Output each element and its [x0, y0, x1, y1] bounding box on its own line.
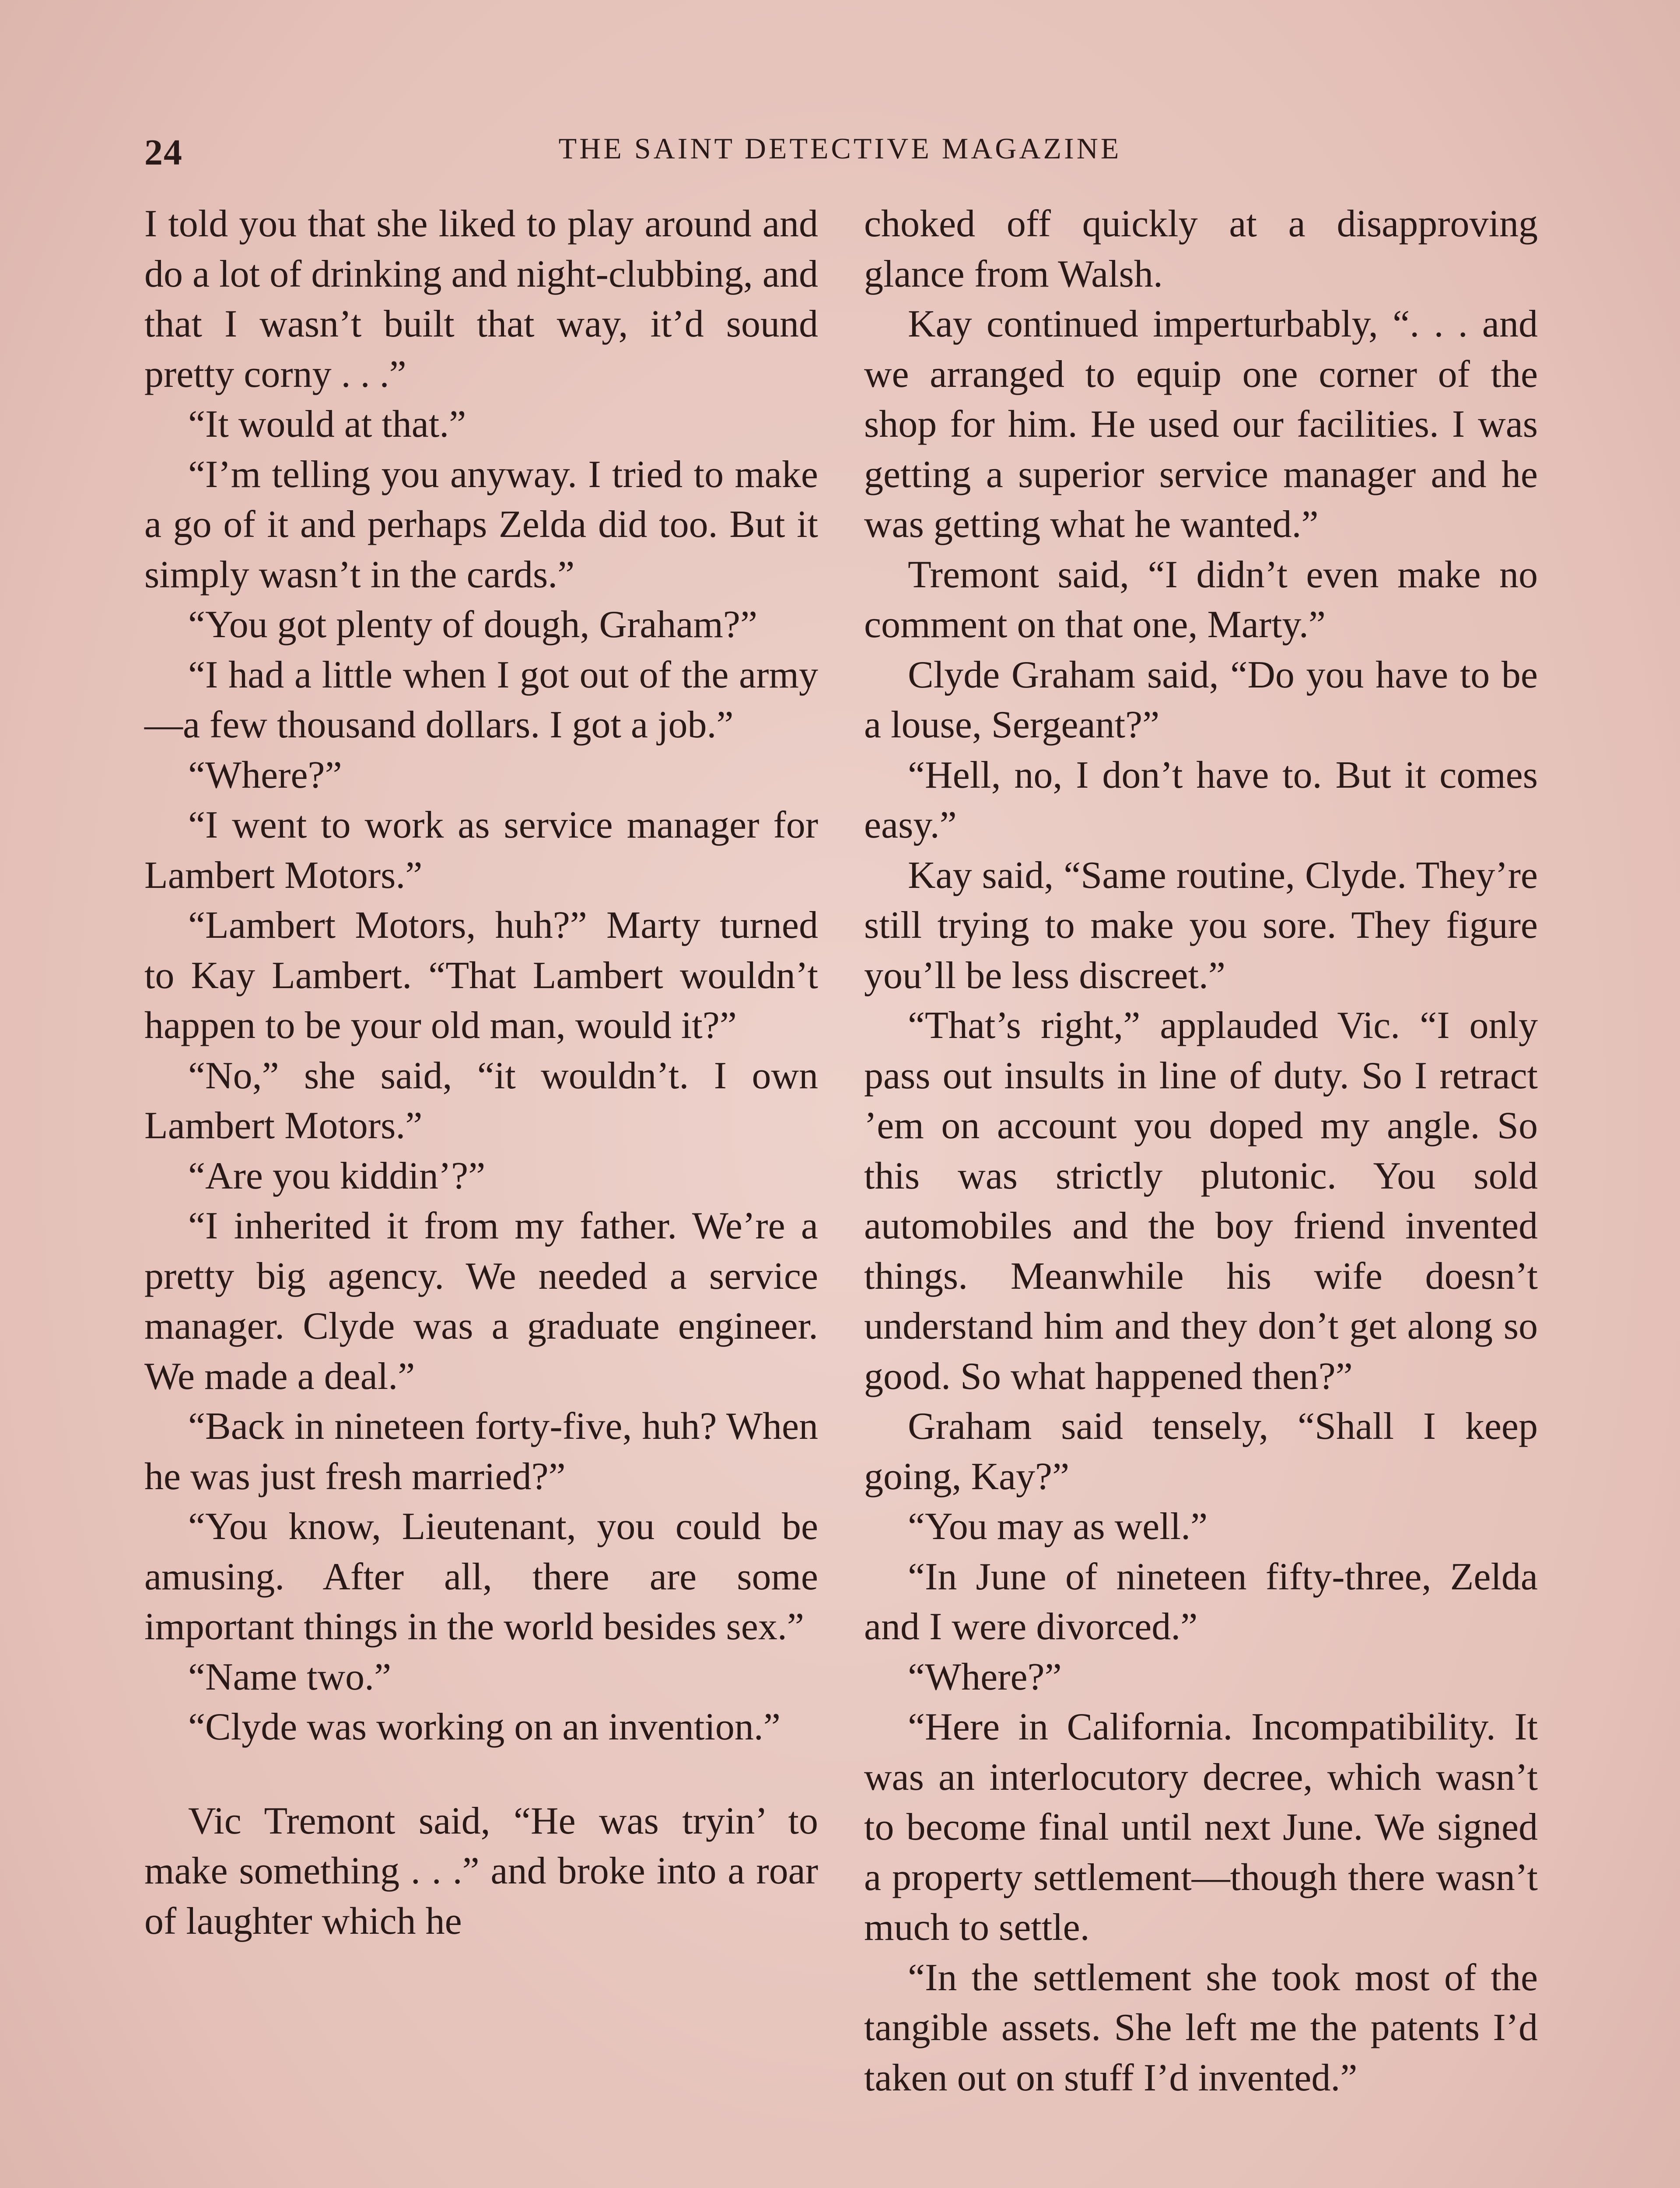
paragraph: Graham said tensely, “Shall I keep going, Kay?”	[864, 1405, 1538, 1498]
paragraph: “That’s right,” applauded Vic. “I only pass out insults in line of duty. So I retract ’em on account you doped my angle. So this was strictly plutonic. You sold automobiles and the boy friend invented things. Meanwhile his wife doesn’t understand him and they don’t get along so good. So what happened then?”	[864, 1004, 1538, 1398]
paragraph: Kay said, “Same routine, Clyde. They’re still trying to make you sore. They figure you’ll be less discreet.”	[864, 854, 1538, 997]
paragraph: “No,” she said, “it wouldn’t. I own Lambert Motors.”	[144, 1054, 818, 1147]
paragraph: “Where?”	[908, 1655, 1062, 1698]
paragraph: “It would at that.”	[188, 403, 466, 445]
paragraph: Kay continued imperturbably, “. . . and we arranged to equip one corner of the shop for him. He used our facilities. I was getting a superior service manager and he was getting what he wanted.”	[864, 303, 1538, 546]
paragraph: “Are you kiddin’?”	[188, 1154, 486, 1197]
paragraph: I told you that she liked to play around and do a lot of drinking and night-clubbing, and that I wasn’t built that way, it’d sound pretty corny . . .”	[144, 203, 818, 396]
paragraph: Vic Tremont said, “He was tryin’ to make something . . .” and broke into a roar of laughter which he	[144, 1799, 818, 1943]
paragraph: Clyde Graham said, “Do you have to be a louse, Sergeant?”	[864, 653, 1538, 746]
page-header	[144, 131, 1536, 179]
paragraph: “Back in nineteen forty-five, huh? When he was just fresh married?”	[144, 1405, 818, 1498]
left-text-column	[144, 199, 818, 1946]
paragraph: “I inherited it from my father. We’re a pretty big agency. We needed a service manager. Clyde was a graduate engineer. We made a deal.”	[144, 1205, 818, 1398]
paragraph: “You may as well.”	[908, 1505, 1208, 1548]
paragraph: “In June of nineteen fifty-three, Zelda and I were divorced.”	[864, 1555, 1538, 1648]
running-title: THE SAINT DETECTIVE MAGAZINE	[558, 132, 1122, 165]
page-number: 24	[144, 132, 183, 173]
paragraph: “I had a little when I got out of the army—a few thousand dollars. I got a job.”	[144, 653, 818, 746]
paragraph: “Here in California. Incompatibility. It was an interlocutory decree, which wasn’t to become final until next June. We signed a property settlement—though there wasn’t much to settle.	[864, 1706, 1538, 1949]
paragraph: Tremont said, “I didn’t even make no comment on that one, Marty.”	[864, 553, 1538, 646]
right-text-column	[864, 199, 1538, 2103]
paragraph: “Name two.”	[188, 1655, 392, 1698]
paragraph: “Lambert Motors, huh?” Marty turned to Kay Lambert. “That Lambert wouldn’t happen to be your old man, would it?”	[144, 904, 818, 1047]
paragraph: “In the settlement she took most of the tangible assets. She left me the patents I’d taken out on stuff I’d invented.”	[864, 1956, 1538, 2099]
paragraph: “You know, Lieutenant, you could be amusing. After all, there are some important things in the world besides sex.”	[144, 1505, 818, 1648]
paragraph: “Where?”	[188, 754, 342, 796]
paragraph: choked off quickly at a disapproving glance from Walsh.	[864, 203, 1538, 295]
paragraph: “I went to work as service manager for Lambert Motors.”	[144, 804, 818, 897]
paragraph: “Hell, no, I don’t have to. But it comes easy.”	[864, 754, 1538, 846]
section-break	[144, 1753, 818, 1796]
paragraph: “I’m telling you anyway. I tried to make a go of it and perhaps Zelda did too. But it simply wasn’t in the cards.”	[144, 453, 818, 596]
paragraph: “Clyde was working on an invention.”	[188, 1706, 780, 1748]
paragraph: “You got plenty of dough, Graham?”	[188, 603, 758, 646]
